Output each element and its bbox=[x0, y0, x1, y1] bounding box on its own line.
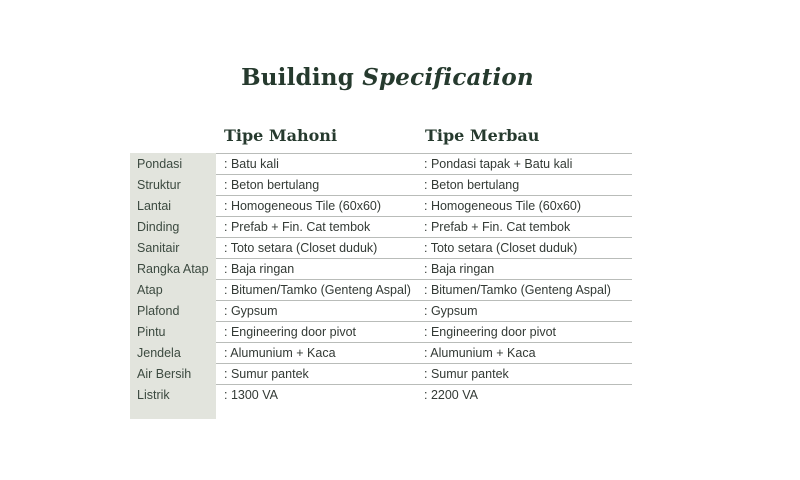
title-regular: Building bbox=[241, 64, 354, 91]
merbau-value: : Pondasi tapak + Batu kali bbox=[424, 157, 573, 171]
row-label: Plafond bbox=[130, 300, 216, 322]
merbau-value: : Sumur pantek bbox=[424, 367, 509, 381]
row-label: Lantai bbox=[130, 195, 216, 217]
merbau-value: : Beton bertulang bbox=[424, 178, 520, 192]
table-row bbox=[130, 300, 632, 321]
row-label: Pintu bbox=[130, 321, 216, 343]
page-title bbox=[0, 64, 775, 91]
column-header-merbau: Tipe Merbau bbox=[425, 126, 540, 145]
table-row bbox=[130, 216, 632, 237]
column-header-mahoni: Tipe Mahoni bbox=[224, 126, 338, 145]
table-row bbox=[130, 279, 632, 300]
mahoni-value: : Homogeneous Tile (60x60) bbox=[224, 199, 382, 213]
table-row bbox=[130, 342, 632, 363]
table-row bbox=[130, 174, 632, 195]
mahoni-value: : 1300 VA bbox=[224, 388, 278, 402]
title-italic: Specification bbox=[362, 64, 534, 91]
row-label: Air Bersih bbox=[130, 363, 216, 385]
row-label: Jendela bbox=[130, 342, 216, 364]
merbau-value: : Alumunium + Kaca bbox=[424, 346, 536, 360]
table-row bbox=[130, 237, 632, 258]
spec-table bbox=[130, 153, 632, 408]
mahoni-value: : Bitumen/Tamko (Genteng Aspal) bbox=[224, 283, 411, 297]
mahoni-value: : Sumur pantek bbox=[224, 367, 309, 381]
table-row bbox=[130, 195, 632, 216]
merbau-value: : Baja ringan bbox=[424, 262, 495, 276]
merbau-value: : Engineering door pivot bbox=[424, 325, 557, 339]
row-label: Pondasi bbox=[130, 153, 216, 175]
mahoni-value: : Prefab + Fin. Cat tembok bbox=[224, 220, 371, 234]
row-label: Listrik bbox=[130, 384, 216, 419]
mahoni-value: : Gypsum bbox=[224, 304, 278, 318]
merbau-value: : Toto setara (Closet duduk) bbox=[424, 241, 578, 255]
mahoni-value: : Beton bertulang bbox=[224, 178, 320, 192]
table-row bbox=[130, 384, 632, 408]
table-row bbox=[130, 363, 632, 384]
row-label: Sanitair bbox=[130, 237, 216, 259]
row-label: Atap bbox=[130, 279, 216, 301]
mahoni-value: : Engineering door pivot bbox=[224, 325, 357, 339]
mahoni-value: : Alumunium + Kaca bbox=[224, 346, 336, 360]
merbau-value: : Prefab + Fin. Cat tembok bbox=[424, 220, 571, 234]
table-row bbox=[130, 321, 632, 342]
row-label: Dinding bbox=[130, 216, 216, 238]
mahoni-value: : Toto setara (Closet duduk) bbox=[224, 241, 378, 255]
merbau-value: : Bitumen/Tamko (Genteng Aspal) bbox=[424, 283, 611, 297]
mahoni-value: : Batu kali bbox=[224, 157, 279, 171]
table-row bbox=[130, 153, 632, 174]
merbau-value: : Homogeneous Tile (60x60) bbox=[424, 199, 582, 213]
mahoni-value: : Baja ringan bbox=[224, 262, 295, 276]
merbau-value: : 2200 VA bbox=[424, 388, 478, 402]
row-label: Struktur bbox=[130, 174, 216, 196]
row-label: Rangka Atap bbox=[130, 258, 216, 280]
table-row bbox=[130, 258, 632, 279]
merbau-value: : Gypsum bbox=[424, 304, 478, 318]
